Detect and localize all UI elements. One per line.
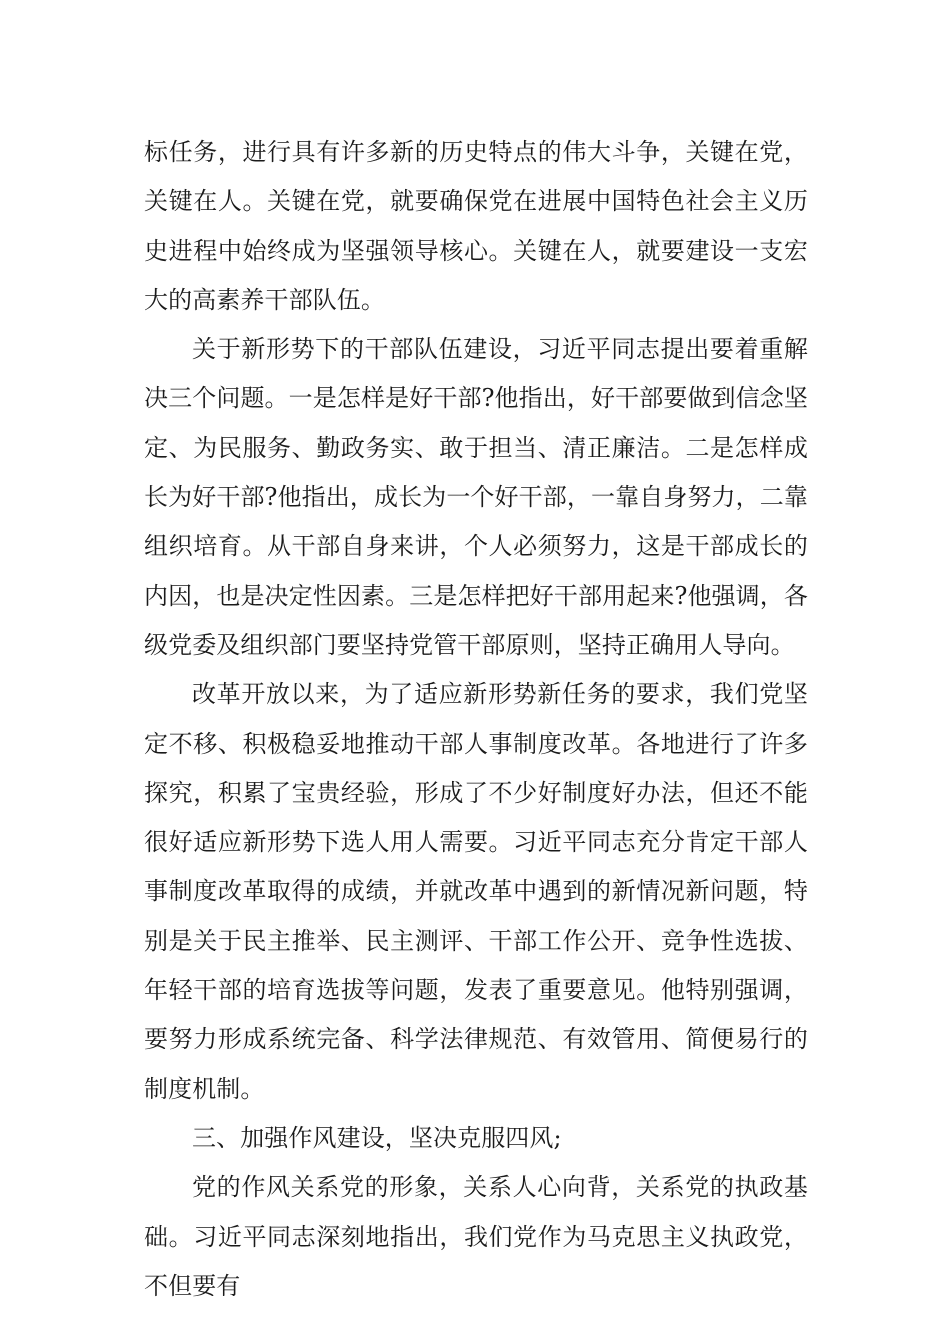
paragraph-personnel-reform: 改革开放以来，为了适应新形势新任务的要求，我们党坚定不移、积极稳妥地推动干部人事制度改革。各地进行了许多探究，积累了宝贵经验，形成了不少好制度好办法，但还不能很好适应新形势下选人用人需要。习近平同志充分肯定干部人事制度改革取得的成绩，并就改革中遇到的新情况新问题，特别是关于民主推举、民主测评、干部工作公开、竞争性选拔、年轻干部的培育选拔等问题，发表了重要意见。他特别强调，要努力形成系统完备、科学法律规范、有效管用、简便易行的制度机制。 (144, 680, 808, 1103)
paragraph-party-style: 党的作风关系党的形象，关系人心向背，关系党的执政基础。习近平同志深刻地指出，我们党作为马克思主义执政党，不但要有 (144, 1173, 808, 1300)
section-heading-work-style: 三、加强作风建设，坚决克服四风; (192, 1123, 562, 1152)
paragraph-continuation: 标任务，进行具有许多新的历史特点的伟大斗争，关键在党，关键在人。关键在党，就要确保党在进展中国特色社会主义历史进程中始终成为坚强领导核心。关键在人，就要建设一支宏大的高素养干部队伍。 (144, 138, 808, 314)
document-body (144, 128, 808, 1311)
paragraph-cadre-building: 关于新形势下的干部队伍建设，习近平同志提出要着重解决三个问题。一是怎样是好干部?他指出，好干部要做到信念坚定、为民服务、勤政务实、敢于担当、清正廉洁。二是怎样成长为好干部?他指出，成长为一个好干部，一靠自身努力，二靠组织培育。从干部自身来讲，个人必须努力，这是干部成长的内因，也是决定性因素。三是怎样把好干部用起来?他强调，各级党委及组织部门要坚持党管干部原则，坚持正确用人导向。 (144, 335, 808, 659)
